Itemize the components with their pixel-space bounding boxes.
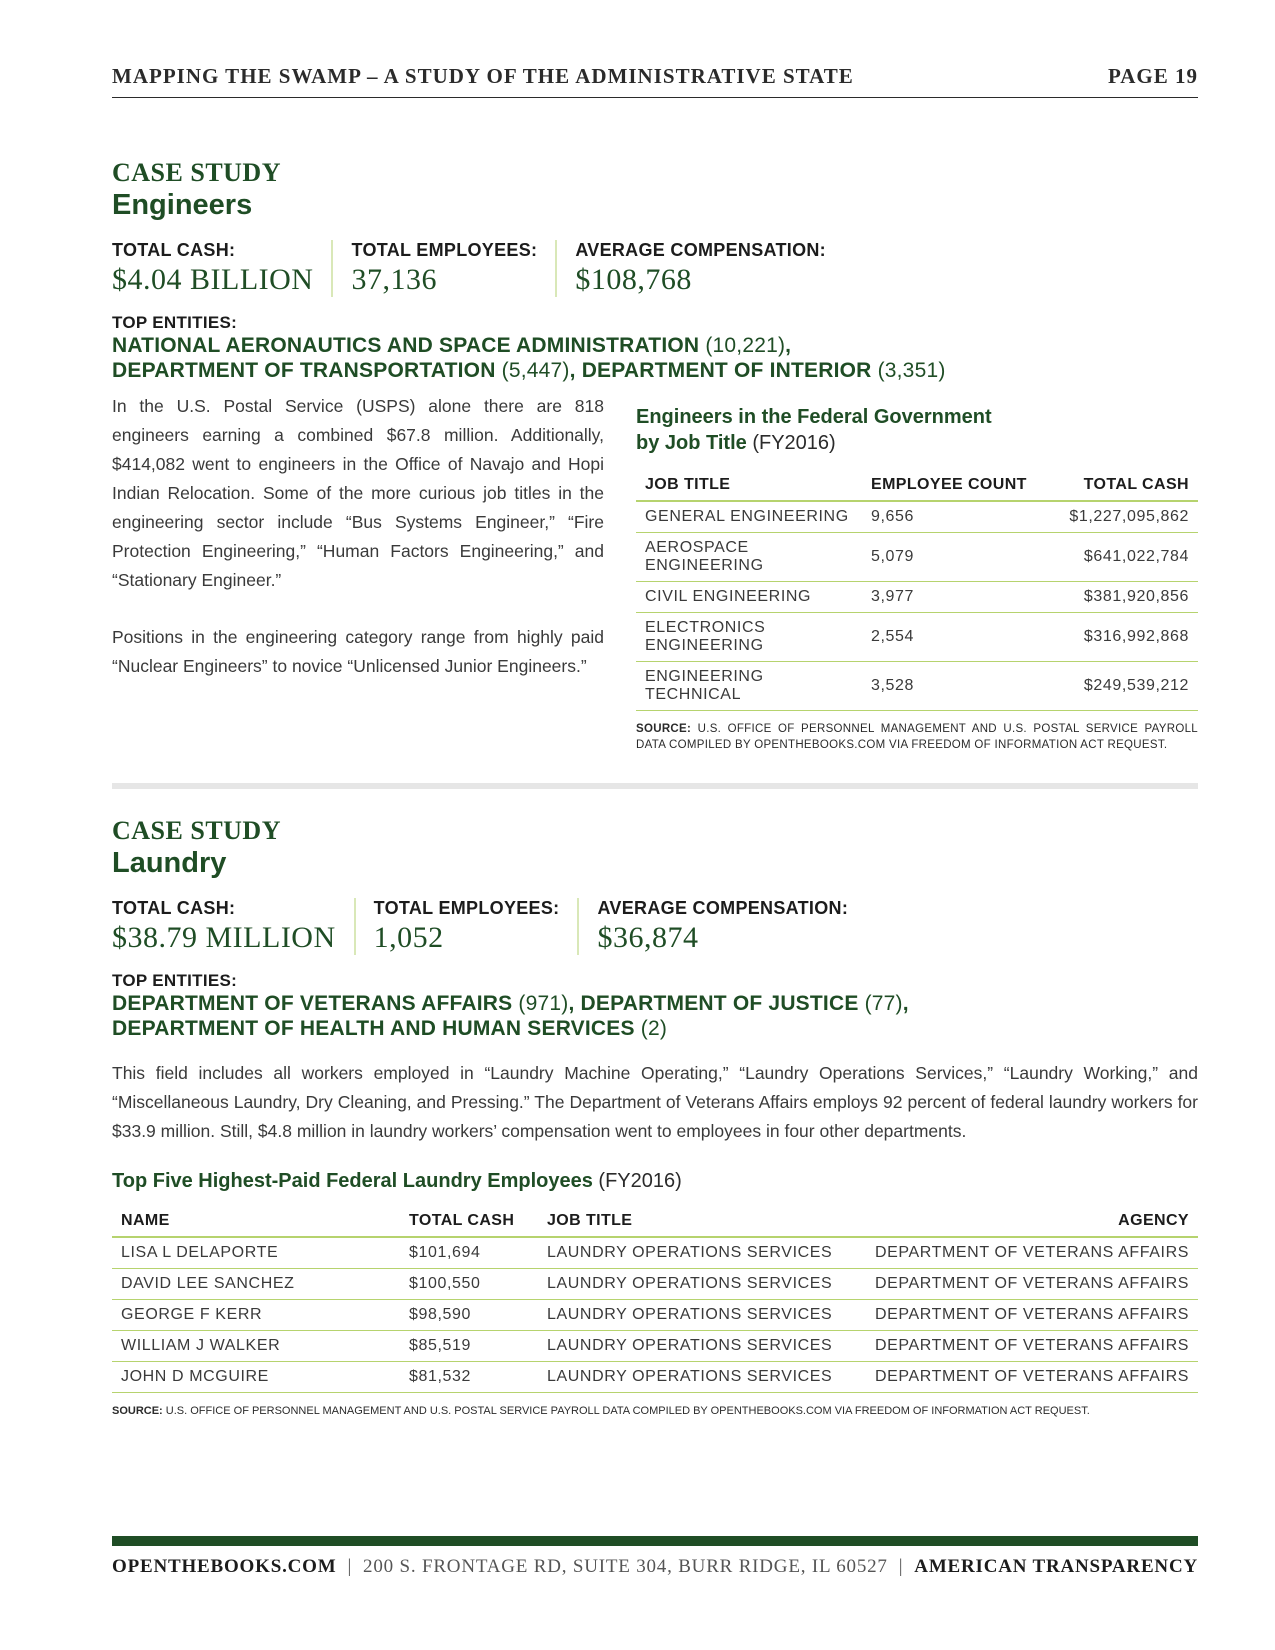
table-cell: $249,539,212 [1050, 662, 1198, 711]
table-cell: LAUNDRY OPERATIONS SERVICES [538, 1300, 853, 1331]
table-cell: AEROSPACE ENGINEERING [636, 533, 862, 582]
table-cell: 3,528 [862, 662, 1050, 711]
table-cell: $1,227,095,862 [1050, 501, 1198, 533]
table-cell: DAVID LEE SANCHEZ [112, 1269, 400, 1300]
footer-site: OPENTHEBOOKS.COM [112, 1556, 337, 1577]
table-row [636, 501, 1198, 533]
table-row [636, 662, 1198, 711]
source-label: SOURCE: [112, 1405, 163, 1418]
stat-total-employees [354, 898, 578, 955]
table-source [112, 1403, 1198, 1419]
table-year: (FY2016) [598, 1170, 682, 1193]
entity-name: DEPARTMENT OF VETERANS AFFAIRS [112, 991, 513, 1015]
table-cell: GENERAL ENGINEERING [636, 501, 862, 533]
table-cell: LAUNDRY OPERATIONS SERVICES [538, 1237, 853, 1269]
table-header-row [636, 468, 1198, 501]
entity-count: (2) [640, 1017, 668, 1041]
stats-row [112, 240, 1198, 297]
table-title-text: Top Five Highest-Paid Federal Laundry Employees [112, 1170, 593, 1193]
table-cell: $101,694 [400, 1237, 538, 1269]
table-source [636, 721, 1198, 753]
entity-name: DEPARTMENT OF HEALTH AND HUMAN SERVICES [112, 1017, 635, 1041]
column-header: NAME [112, 1204, 400, 1237]
top-entities-label: TOP ENTITIES: [112, 312, 238, 332]
table-row [636, 582, 1198, 613]
table-cell: DEPARTMENT OF VETERANS AFFAIRS [853, 1237, 1198, 1269]
entity-separator: , [785, 333, 792, 357]
stat-value: $4.04 BILLION [112, 262, 314, 296]
laundry-table [112, 1204, 1198, 1393]
table-title-text: by Job Title [636, 432, 747, 454]
entity-count: (77) [864, 991, 903, 1015]
table-cell: $85,519 [400, 1331, 538, 1362]
table-cell: $81,532 [400, 1362, 538, 1393]
footer-separator: | [347, 1556, 353, 1577]
stat-value: 37,136 [351, 262, 437, 296]
table-cell: $316,992,868 [1050, 613, 1198, 662]
paragraph: This field includes all workers employed in “Laundry Machine Operating,” “Laundry Operations Services,” “Laundry Working,” and “Miscellaneous Laundry, Dry Cleaning, and Pressing.” The Department of Veterans Affairs employs 92 percent of federal laundry workers for $33.9 million. Still, $4.8 million in laundry workers’ compensation went to employees in four other departments. [112, 1063, 1198, 1142]
table-cell: 2,554 [862, 613, 1050, 662]
table-row [636, 533, 1198, 582]
top-entities [112, 971, 1198, 1041]
footer-separator: | [898, 1556, 904, 1577]
entity-separator: , [902, 991, 909, 1015]
column-header: TOTAL CASH [400, 1204, 538, 1237]
table-cell: $100,550 [400, 1269, 538, 1300]
footer-org: AMERICAN TRANSPARENCY [914, 1556, 1198, 1577]
case-study-laundry [112, 818, 1198, 1419]
entity-name: NATIONAL AERONAUTICS AND SPACE ADMINISTRATION [112, 333, 700, 357]
column-header: EMPLOYEE COUNT [862, 468, 1050, 501]
table-cell: CIVIL ENGINEERING [636, 582, 862, 613]
entity-count: (971) [518, 991, 569, 1015]
table-cell: LAUNDRY OPERATIONS SERVICES [538, 1269, 853, 1300]
column-header: JOB TITLE [636, 468, 862, 501]
page-footer [112, 1556, 1198, 1578]
stat-label: AVERAGE COMPENSATION: [575, 239, 826, 260]
table-cell: JOHN D MCGUIRE [112, 1362, 400, 1393]
table-cell: DEPARTMENT OF VETERANS AFFAIRS [853, 1331, 1198, 1362]
column-header: AGENCY [853, 1204, 1198, 1237]
table-cell: 5,079 [862, 533, 1050, 582]
engineers-body [112, 392, 604, 681]
entity-count: (10,221) [705, 333, 786, 357]
table-cell: LAUNDRY OPERATIONS SERVICES [538, 1331, 853, 1362]
stat-label: TOTAL EMPLOYEES: [373, 897, 560, 918]
table-row [112, 1331, 1198, 1362]
stat-label: TOTAL EMPLOYEES: [351, 239, 538, 260]
table-cell: GEORGE F KERR [112, 1300, 400, 1331]
entities-line [112, 333, 1198, 358]
table-cell: LISA L DELAPORTE [112, 1237, 400, 1269]
stat-average-compensation [577, 898, 866, 955]
table-cell: ENGINEERING TECHNICAL [636, 662, 862, 711]
page-header [112, 64, 1198, 98]
stat-value: $36,874 [597, 920, 699, 954]
entities-line [112, 358, 1198, 383]
case-study-engineers [112, 160, 1198, 383]
table-cell: 3,977 [862, 582, 1050, 613]
stat-value: 1,052 [373, 920, 444, 954]
table-cell: DEPARTMENT OF VETERANS AFFAIRS [853, 1300, 1198, 1331]
paragraph: In the U.S. Postal Service (USPS) alone there are 818 engineers earning a combined $67.8 million. Additionally, $414,082 went to engineers in the Office of Navajo and Hopi Indian Relocation. Some of the more curious job titles in the engineering sector include “Bus Systems Engineer,” “Fire Protection Engineering,” “Human Factors Engineering,” and “Stationary Engineer.” [112, 396, 604, 590]
table-cell: ELECTRONICS ENGINEERING [636, 613, 862, 662]
table-header-row [112, 1204, 1198, 1237]
table-cell: $381,920,856 [1050, 582, 1198, 613]
table-title [112, 1168, 1198, 1194]
stats-row [112, 898, 1198, 955]
entity-name: DEPARTMENT OF INTERIOR [581, 359, 872, 383]
case-study-kicker: CASE STUDY [112, 816, 281, 845]
table-cell: 9,656 [862, 501, 1050, 533]
entities-line [112, 991, 1198, 1016]
table-title-line [636, 430, 1198, 456]
table-row [112, 1362, 1198, 1393]
entity-separator: , [569, 359, 576, 383]
stat-value: $108,768 [575, 262, 692, 296]
table-title [636, 404, 1198, 456]
publication-title: MAPPING THE SWAMP – A STUDY OF THE ADMINISTRATIVE STATE [112, 64, 854, 88]
table-cell: $641,022,784 [1050, 533, 1198, 582]
paragraph: Positions in the engineering category range from highly paid “Nuclear Engineers” to novice “Unlicensed Junior Engineers.” [112, 627, 604, 676]
entity-name: DEPARTMENT OF JUSTICE [580, 991, 859, 1015]
source-text: U.S. OFFICE OF PERSONNEL MANAGEMENT AND U.S. POSTAL SERVICE PAYROLL DATA COMPILED BY OPENTHEBOOKS.COM VIA FREEDOM OF INFORMATION ACT REQUEST. [636, 723, 1198, 751]
table-row [112, 1237, 1198, 1269]
column-header: TOTAL CASH [1050, 468, 1198, 501]
table-row [112, 1300, 1198, 1331]
entity-count: (5,447) [501, 359, 570, 383]
entity-count: (3,351) [877, 359, 946, 383]
source-label: SOURCE: [636, 723, 692, 735]
top-entities-label: TOP ENTITIES: [112, 970, 238, 990]
table-title-line: Engineers in the Federal Government [636, 406, 992, 428]
stat-label: TOTAL CASH: [112, 897, 236, 918]
table-row [636, 613, 1198, 662]
source-text: U.S. OFFICE OF PERSONNEL MANAGEMENT AND U.S. POSTAL SERVICE PAYROLL DATA COMPILED BY OPENTHEBOOKS.COM VIA FREEDOM OF INFORMATION ACT REQUEST. [165, 1405, 1090, 1418]
case-study-kicker: CASE STUDY [112, 158, 281, 187]
stat-total-employees [331, 240, 555, 297]
table-cell: DEPARTMENT OF VETERANS AFFAIRS [853, 1362, 1198, 1393]
column-header: JOB TITLE [538, 1204, 853, 1237]
case-study-topic: Laundry [112, 847, 227, 879]
stat-average-compensation [555, 240, 844, 297]
stat-label: AVERAGE COMPENSATION: [597, 897, 849, 918]
table-cell: WILLIAM J WALKER [112, 1331, 400, 1362]
page-number: PAGE 19 [1107, 64, 1198, 88]
engineers-table [636, 468, 1198, 711]
stat-total-cash [112, 240, 331, 297]
entity-separator: , [568, 991, 575, 1015]
footer-bar [112, 1536, 1198, 1546]
top-entities [112, 313, 1198, 383]
table-cell: LAUNDRY OPERATIONS SERVICES [538, 1362, 853, 1393]
table-cell: $98,590 [400, 1300, 538, 1331]
stat-total-cash [112, 898, 354, 955]
table-row [112, 1269, 1198, 1300]
engineers-table-block [636, 404, 1198, 753]
entities-line [112, 1016, 1198, 1041]
table-cell: DEPARTMENT OF VETERANS AFFAIRS [853, 1269, 1198, 1300]
stat-value: $38.79 MILLION [112, 920, 336, 954]
table-year: (FY2016) [752, 432, 836, 454]
entity-name: DEPARTMENT OF TRANSPORTATION [112, 359, 496, 383]
case-study-topic: Engineers [112, 189, 253, 221]
section-divider [112, 783, 1198, 789]
footer-address: 200 S. FRONTAGE RD, SUITE 304, BURR RIDGE, IL 60527 [363, 1556, 888, 1577]
stat-label: TOTAL CASH: [112, 239, 236, 260]
